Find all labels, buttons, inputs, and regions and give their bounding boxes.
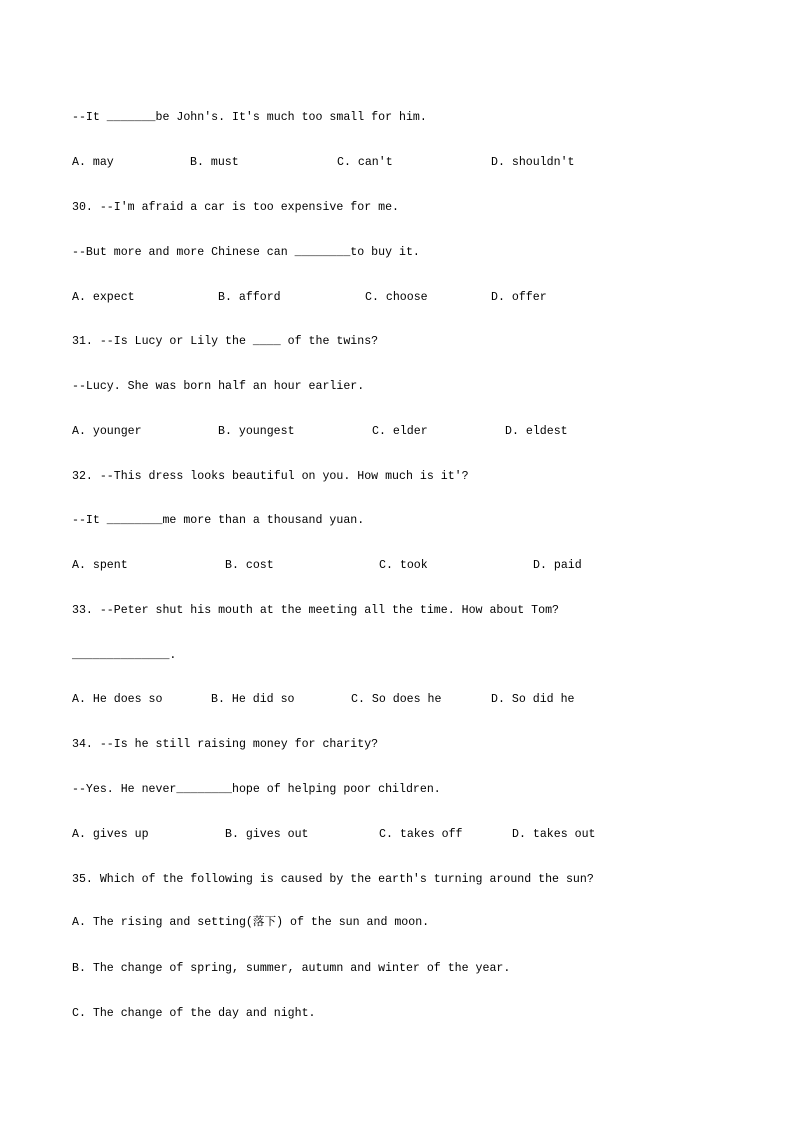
- option-a: A. He does so: [72, 693, 163, 706]
- option-c: C. So does he: [351, 693, 442, 706]
- question-33-answer-blank: ______________.: [72, 649, 177, 662]
- question-35-option-a: A. The rising and setting(落下) of the sun and moon.: [72, 916, 430, 929]
- option-a: A. spent: [72, 559, 128, 572]
- option-d: D. shouldn't: [491, 156, 575, 169]
- question-31-prompt: 31. --Is Lucy or Lily the ____ of the twins?: [72, 335, 379, 348]
- question-29-answer-line: --It _______be John's. It's much too small for him.: [72, 111, 427, 124]
- question-35-prompt: 35. Which of the following is caused by the earth's turning around the sun?: [72, 873, 594, 886]
- question-32-answer-line: --It ________me more than a thousand yuan.: [72, 514, 365, 527]
- option-c: C. can't: [337, 156, 393, 169]
- option-c: C. elder: [372, 425, 428, 438]
- option-a: A. may: [72, 156, 114, 169]
- option-b: B. youngest: [218, 425, 295, 438]
- question-34-answer-line: --Yes. He never________hope of helping poor children.: [72, 783, 441, 796]
- option-b: B. afford: [218, 291, 281, 304]
- option-b: B. cost: [225, 559, 274, 572]
- question-35-option-b: B. The change of spring, summer, autumn and winter of the year.: [72, 962, 511, 975]
- question-30-prompt: 30. --I'm afraid a car is too expensive for me.: [72, 201, 399, 214]
- option-b: B. gives out: [225, 828, 309, 841]
- question-34-prompt: 34. --Is he still raising money for charity?: [72, 738, 379, 751]
- question-35-option-c: C. The change of the day and night.: [72, 1007, 316, 1020]
- option-a: A. younger: [72, 425, 142, 438]
- option-d: D. offer: [491, 291, 547, 304]
- option-d: D. takes out: [512, 828, 596, 841]
- question-32-prompt: 32. --This dress looks beautiful on you. How much is it'?: [72, 470, 469, 483]
- question-30-answer-line: --But more and more Chinese can ________to buy it.: [72, 246, 420, 259]
- option-d: D. eldest: [505, 425, 568, 438]
- option-c: C. takes off: [379, 828, 463, 841]
- option-d: D. paid: [533, 559, 582, 572]
- option-b: B. He did so: [211, 693, 295, 706]
- option-d: D. So did he: [491, 693, 575, 706]
- question-31-answer-line: --Lucy. She was born half an hour earlier.: [72, 380, 365, 393]
- option-a: A. expect: [72, 291, 135, 304]
- option-b: B. must: [190, 156, 239, 169]
- option-c: C. choose: [365, 291, 428, 304]
- question-33-prompt: 33. --Peter shut his mouth at the meeting all the time. How about Tom?: [72, 604, 560, 617]
- option-a: A. gives up: [72, 828, 149, 841]
- option-c: C. took: [379, 559, 428, 572]
